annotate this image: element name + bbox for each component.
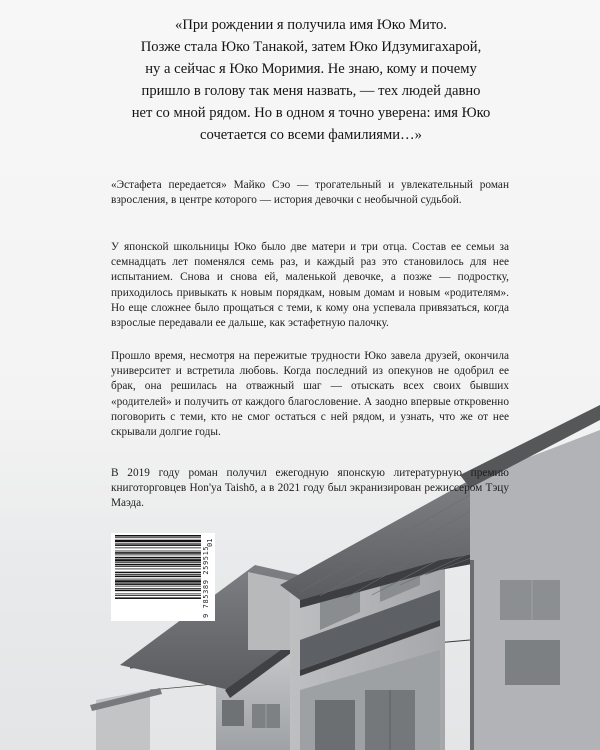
description-paragraph-award: В 2019 году роман получил ежегодную японскую литературную премию книготорговцев Hon'ya Taishō, а в 2021 году был экранизирован режиссером Тэцу Маэда. bbox=[111, 467, 509, 510]
barcode-bar bbox=[115, 588, 201, 589]
barcode-bar bbox=[115, 590, 201, 592]
barcode-bar bbox=[115, 547, 201, 548]
quote-line: Позже стала Юко Танакой, затем Юко Идзумигахарой, bbox=[140, 39, 482, 55]
description-paragraph-journey: Прошло время, несмотря на пережитые трудности Юко завела друзей, окончила университет и встретила любовь. Когда последний из опекунов не одобрил ее брак, она решилась на отважный шаг — отыскать всех своих бывших «родителей» и получить от каждого благословение. А заодно впервые откровенно поговорить с теми, кто не смог остаться с ней рядом, и узнать, что же от нее скрывали долгие годы. bbox=[111, 350, 509, 439]
quote-line: сочетается со всеми фамилиями…» bbox=[200, 127, 422, 143]
quote-line: ну а сейчас я Юко Моримия. Не знаю, кому и почему bbox=[145, 61, 477, 77]
barcode-bar bbox=[115, 579, 201, 580]
barcode-bar bbox=[115, 559, 201, 561]
barcode-bar bbox=[115, 595, 201, 596]
barcode-bar bbox=[115, 569, 201, 570]
barcode-bar bbox=[115, 576, 201, 578]
quote-line: нет со мной рядом. Но в одном я точно уверена: имя Юко bbox=[131, 105, 491, 121]
barcode-bar bbox=[115, 580, 201, 582]
barcode-addon-digits: 01 bbox=[206, 538, 214, 547]
barcode-bar bbox=[115, 537, 201, 538]
barcode-bar bbox=[115, 544, 201, 546]
quote-line: «При рождении я получила имя Юко Мито. bbox=[175, 17, 447, 33]
cover-quote bbox=[96, 14, 526, 146]
barcode-bar bbox=[115, 574, 201, 575]
description-paragraph-intro: «Эстафета передается» Майко Сэо — трогательный и увлекательный роман взросления, в центре которого — история девочки с необычной судьбой. bbox=[111, 179, 509, 207]
barcode-bar bbox=[115, 566, 201, 567]
barcode-bar bbox=[115, 586, 201, 587]
barcode-bar bbox=[115, 557, 201, 559]
barcode-bar bbox=[115, 583, 201, 585]
barcode-bar bbox=[115, 551, 201, 552]
barcode-bar bbox=[115, 543, 201, 544]
barcode-bar bbox=[115, 594, 201, 595]
barcode-bar bbox=[115, 540, 201, 542]
barcode-bar bbox=[115, 535, 201, 537]
description-paragraph-family: У японской школьницы Юко было две матери и три отца. Состав ее семьи за семнадцать лет поменялся семь раз, и каждый раз это становилось для нее испытанием. Снова и снова ей, маленькой девочке, а позже — подростку, приходилось привыкать к новым порядкам, новым домам и новым «родителям». Но еще сложнее было прощаться с теми, к кому она успевала привязаться, когда взрослые передавали ее дальше, как эстафетную палочку. bbox=[111, 241, 509, 330]
barcode-bar bbox=[115, 552, 201, 554]
barcode-bar bbox=[115, 555, 201, 556]
barcode-digits: 9 785389 259515 bbox=[202, 545, 210, 618]
isbn-barcode bbox=[111, 533, 215, 621]
barcode-bar bbox=[115, 597, 201, 599]
barcode-bar bbox=[115, 562, 201, 563]
quote-line: пришло в голову так меня назвать, — тех людей давно bbox=[141, 83, 481, 99]
barcode-bar bbox=[115, 564, 201, 566]
barcode-bar bbox=[115, 572, 201, 574]
